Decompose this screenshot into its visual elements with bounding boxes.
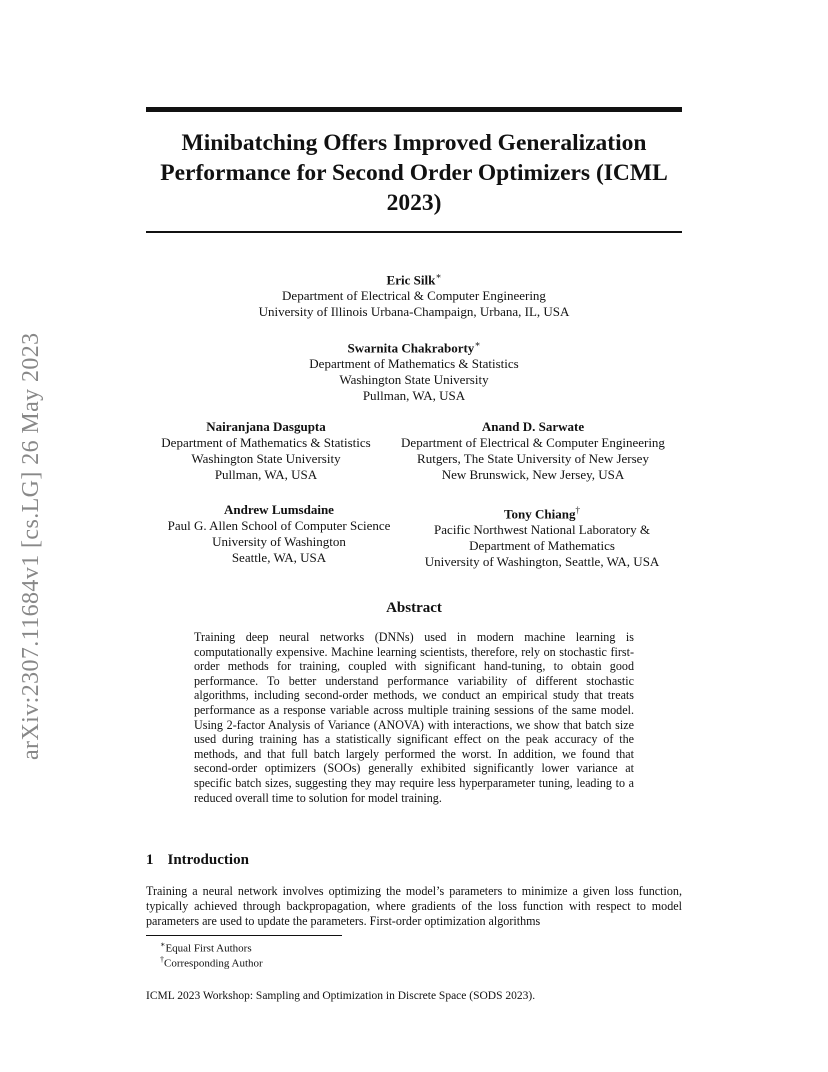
section-title: Introduction [167,852,249,868]
affiliation-line: Paul G. Allen School of Computer Science [167,518,391,533]
affiliation-line: University of Washington, Seattle, WA, USA [424,554,660,570]
footnote-mark: ∗ [160,940,166,949]
author-block [146,419,386,483]
affiliation-line: Department of Electrical & Computer Engineering [401,435,665,450]
author-name: Eric Silk [386,272,436,288]
author-name: Nairanjana Dasgupta [206,419,326,434]
affiliation-line: Pullman, WA, USA [362,388,466,404]
title-bottom-rule [146,231,682,233]
author-block [156,502,402,566]
section-number: 1 [146,852,154,868]
abstract-text: Training deep neural networks (DNNs) used in modern machine learning is computationally expensive. Machine learning scientists, therefore, rely on stochastic first-order methods for training, coupled with significant hand-tuning, to obtain good performance. To better understand performance variability of different stochastic algorithms, including second-order methods, we conduct an empirical study that treats performance as a response variable across multiple training sessions of the same model. Using 2-factor Analysis of Variance (ANOVA) with interactions, we show that batch size used during training has a statistically significant effect on the peak accuracy of the methods, and that full batch largely performed the worst. In addition, we found that second-order optimizers (SOOs) generally exhibited significantly lower variance at specific batch sizes, suggesting they may require less hyperparameter tuning, leading to a reduced overall time to solution for model training. [194,630,634,805]
footnote-mark: † [160,955,164,964]
section-heading [146,852,249,869]
affiliation-line: Department of Electrical & Computer Engineering [282,288,546,304]
affiliation-line: University of Illinois Urbana-Champaign, Urbana, IL, USA [258,304,570,320]
title-line: Minibatching Offers Improved Generalization [181,130,647,156]
affiliation-line: Washington State University [191,451,341,466]
affiliation-line: Washington State University [339,372,489,388]
author-name: Swarnita Chakraborty [347,340,475,356]
affiliation-line: New Brunswick, New Jersey, USA [441,467,625,482]
footnote-rule [146,935,342,936]
footnote-text: Corresponding Author [164,957,263,970]
affiliation-line: Seattle, WA, USA [231,550,327,565]
title-line: 2023) [386,190,442,216]
arxiv-identifier: arXiv:2307.11684v1 [cs.LG] 26 May 2023 [18,332,44,760]
affiliation-line: Department of Mathematics & Statistics [161,435,371,450]
author-name: Andrew Lumsdaine [224,502,334,517]
author-mark: ∗ [474,339,481,349]
affiliation-line: Pullman, WA, USA [214,467,318,482]
title-line: Performance for Second Order Optimizers (ICML [160,160,668,186]
author-mark: ∗ [435,271,442,281]
title-top-rule [146,107,682,112]
affiliation-line: Department of Mathematics [469,538,615,554]
author-block [414,502,670,570]
affiliation-line: Pacific Northwest National Laboratory & [434,522,650,538]
footnote [160,953,263,971]
footnote-text: Equal First Authors [165,942,252,955]
affiliation-line: Department of Mathematics & Statistics [309,356,519,372]
paper-title [146,128,682,218]
author-block [146,268,682,320]
affiliation-line: Rutgers, The State University of New Jersey [417,451,649,466]
author-name: Tony Chiang [504,506,576,522]
author-block [390,419,676,483]
introduction-text: Training a neural network involves optimizing the model’s parameters to minimize a given loss function, typically achieved through backpropagation, where gradients of the loss function with respect to model parameters are used to update the parameters. First-order optimization algorithms [146,884,682,928]
abstract-heading: Abstract [386,600,442,616]
author-block [146,336,682,404]
affiliation-line: University of Washington [212,534,346,549]
author-name: Anand D. Sarwate [481,419,585,434]
venue-note: ICML 2023 Workshop: Sampling and Optimization in Discrete Space (SODS 2023). [146,990,536,1002]
author-mark: † [575,505,580,515]
